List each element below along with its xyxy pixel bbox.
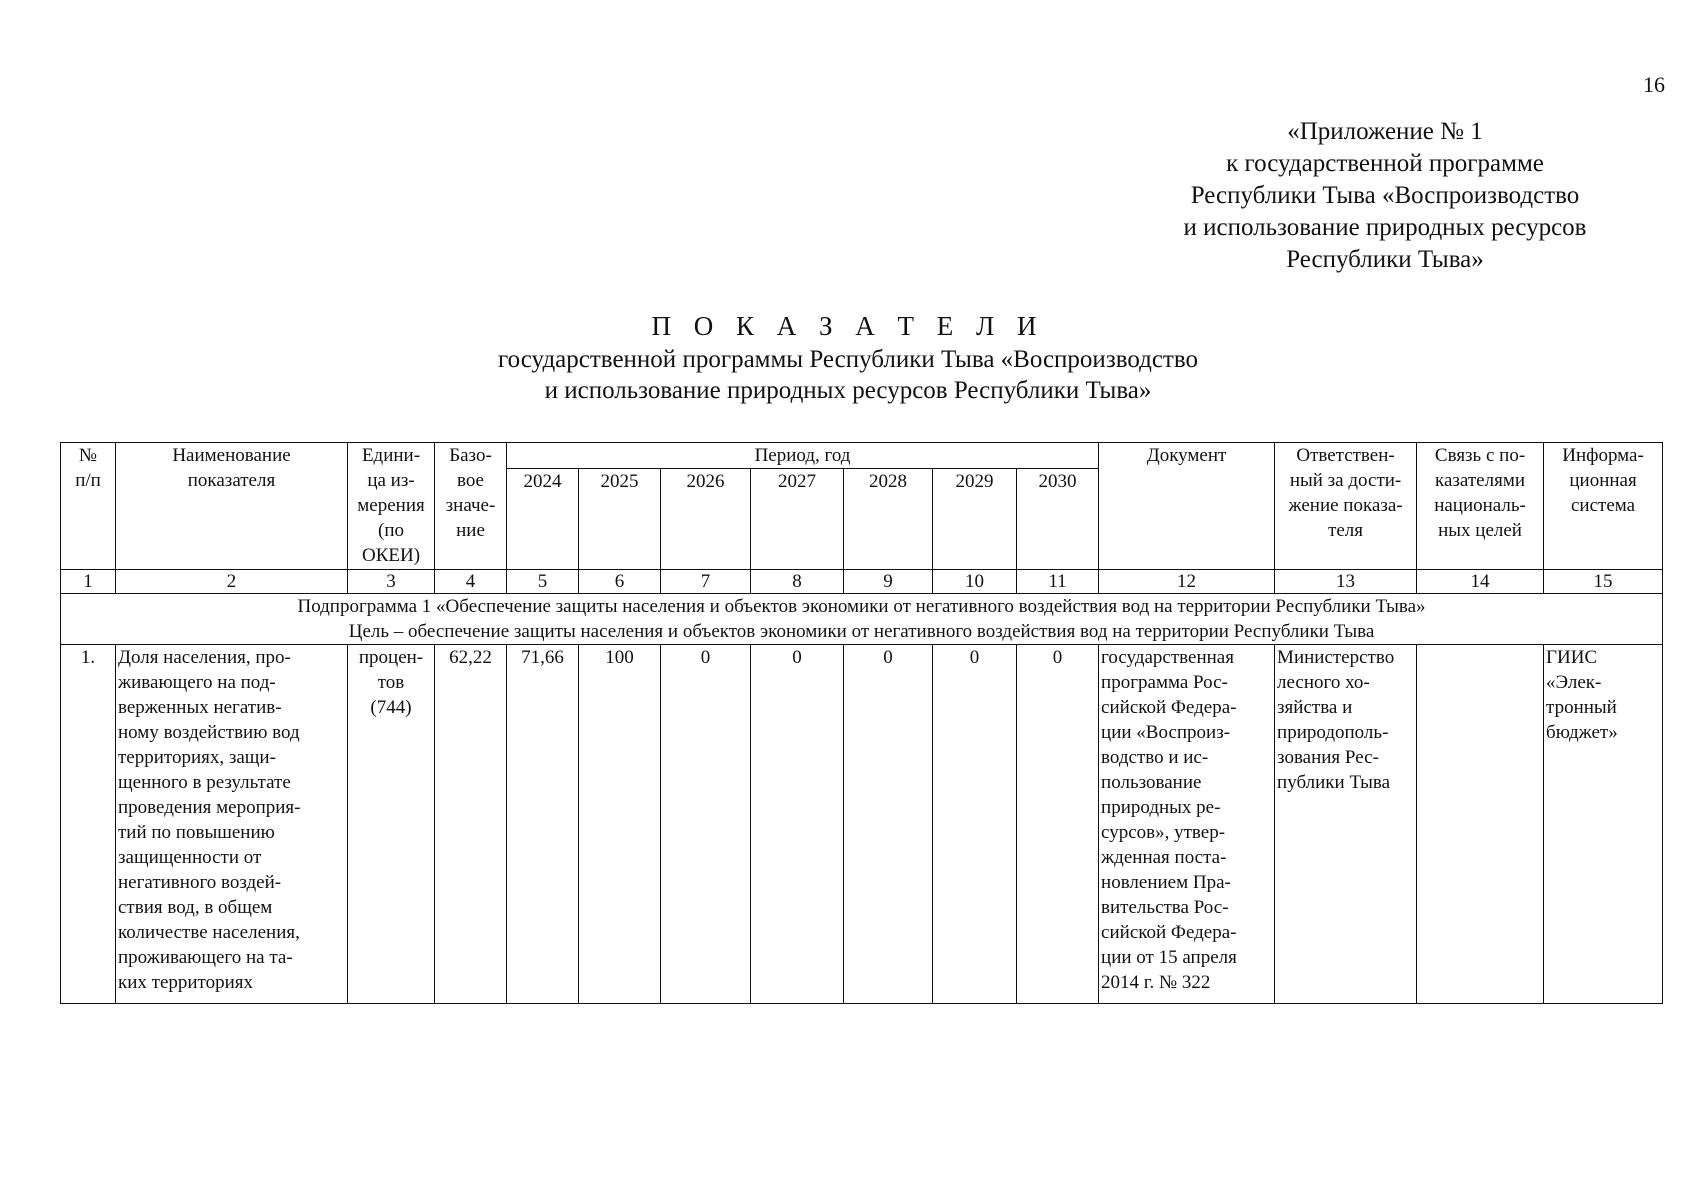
appendix-line: «Приложение № 1: [1287, 118, 1483, 145]
row-value-2025: 100: [579, 645, 661, 1004]
column-number: 1: [61, 570, 116, 594]
row-document: государственная программа Рос- сийской Федера- ции «Воспроиз- водство и ис- пользование природных ре- сурсов», утвер- жденная поста- новлением Пра- вительства Рос- сийской Федера- ции от 15 апреля 2014 г. № 322: [1099, 645, 1275, 1004]
column-number: 14: [1417, 570, 1544, 594]
row-value-2024: 71,66: [507, 645, 579, 1004]
row-indicator-name: Доля населения, про- живающего на под- верженных негатив- ному воздействию вод территориях, защи- щенного в результате проведения мероприя- тий по повышению защищенности от негативного воздей- ствия вод, в общем количестве населения, проживающего на та- ких территориях: [116, 645, 348, 1004]
row-num: 1.: [61, 645, 116, 1004]
row-info-system: ГИИС «Элек- тронный бюджет»: [1544, 645, 1663, 1004]
appendix-note: [1150, 116, 1620, 276]
header-year: 2029: [933, 469, 1017, 570]
document-title: П О К А З А Т Е Л И: [651, 311, 1045, 341]
table-row: [61, 645, 1663, 1004]
row-responsible: Министерство лесного хо- зяйства и природополь- зования Рес- публики Тыва: [1275, 645, 1417, 1004]
subprogram-cell: [61, 594, 1663, 645]
header-year: 2025: [579, 469, 661, 570]
header-year: 2030: [1017, 469, 1099, 570]
row-national-goal-link: [1417, 645, 1544, 1004]
header-period: Период, год: [507, 443, 1099, 469]
column-number: 10: [933, 570, 1017, 594]
column-number: 2: [116, 570, 348, 594]
row-value-2030: 0: [1017, 645, 1099, 1004]
appendix-line: Республики Тыва»: [1286, 246, 1484, 273]
appendix-line: Республики Тыва «Воспроизводство: [1190, 182, 1580, 209]
column-number: 8: [751, 570, 844, 594]
header-unit: Едини- ца из- мерения (по ОКЕИ): [348, 443, 435, 570]
column-number: 12: [1099, 570, 1275, 594]
column-number-row: [61, 570, 1663, 594]
header-base: Базо- вое значе- ние: [435, 443, 507, 570]
document-subtitle-line: и использование природных ресурсов Республики Тыва»: [544, 377, 1152, 404]
column-number: 11: [1017, 570, 1099, 594]
row-value-2026: 0: [661, 645, 751, 1004]
header-year: 2026: [661, 469, 751, 570]
document-subtitle-line: государственной программы Республики Тыва «Воспроизводство: [498, 346, 1198, 373]
page-number: 16: [1643, 72, 1665, 97]
title-block: [358, 308, 1338, 406]
subprogram-row: [61, 594, 1663, 645]
subprogram-title: Подпрограмма 1 «Обеспечение защиты населения и объектов экономики от негативного воздействия вод на территории Республики Тыва»: [297, 596, 1426, 617]
header-info: Информа- ционная система: [1544, 443, 1663, 570]
header-responsible: Ответствен- ный за дости- жение показа- теля: [1275, 443, 1417, 570]
header-num: № п/п: [61, 443, 116, 570]
header-year: 2024: [507, 469, 579, 570]
column-number: 4: [435, 570, 507, 594]
header-document: Документ: [1099, 443, 1275, 570]
subprogram-goal: Цель – обеспечение защиты населения и объектов экономики от негативного воздействия вод на территории Республики Тыва: [348, 621, 1375, 642]
indicators-table: [60, 442, 1663, 1004]
row-value-2028: 0: [844, 645, 933, 1004]
column-number: 6: [579, 570, 661, 594]
row-value-2027: 0: [751, 645, 844, 1004]
header-name: Наименование показателя: [116, 443, 348, 570]
header-year: 2028: [844, 469, 933, 570]
row-unit: процен- тов (744): [348, 645, 435, 1004]
header-year: 2027: [751, 469, 844, 570]
appendix-line: к государственной программе: [1226, 150, 1544, 177]
column-number: 15: [1544, 570, 1663, 594]
row-base-value: 62,22: [435, 645, 507, 1004]
column-number: 13: [1275, 570, 1417, 594]
column-number: 5: [507, 570, 579, 594]
column-number: 3: [348, 570, 435, 594]
column-number: 7: [661, 570, 751, 594]
appendix-line: и использование природных ресурсов: [1183, 214, 1587, 241]
row-value-2029: 0: [933, 645, 1017, 1004]
column-number: 9: [844, 570, 933, 594]
header-link: Связь с по- казателями националь- ных целей: [1417, 443, 1544, 570]
